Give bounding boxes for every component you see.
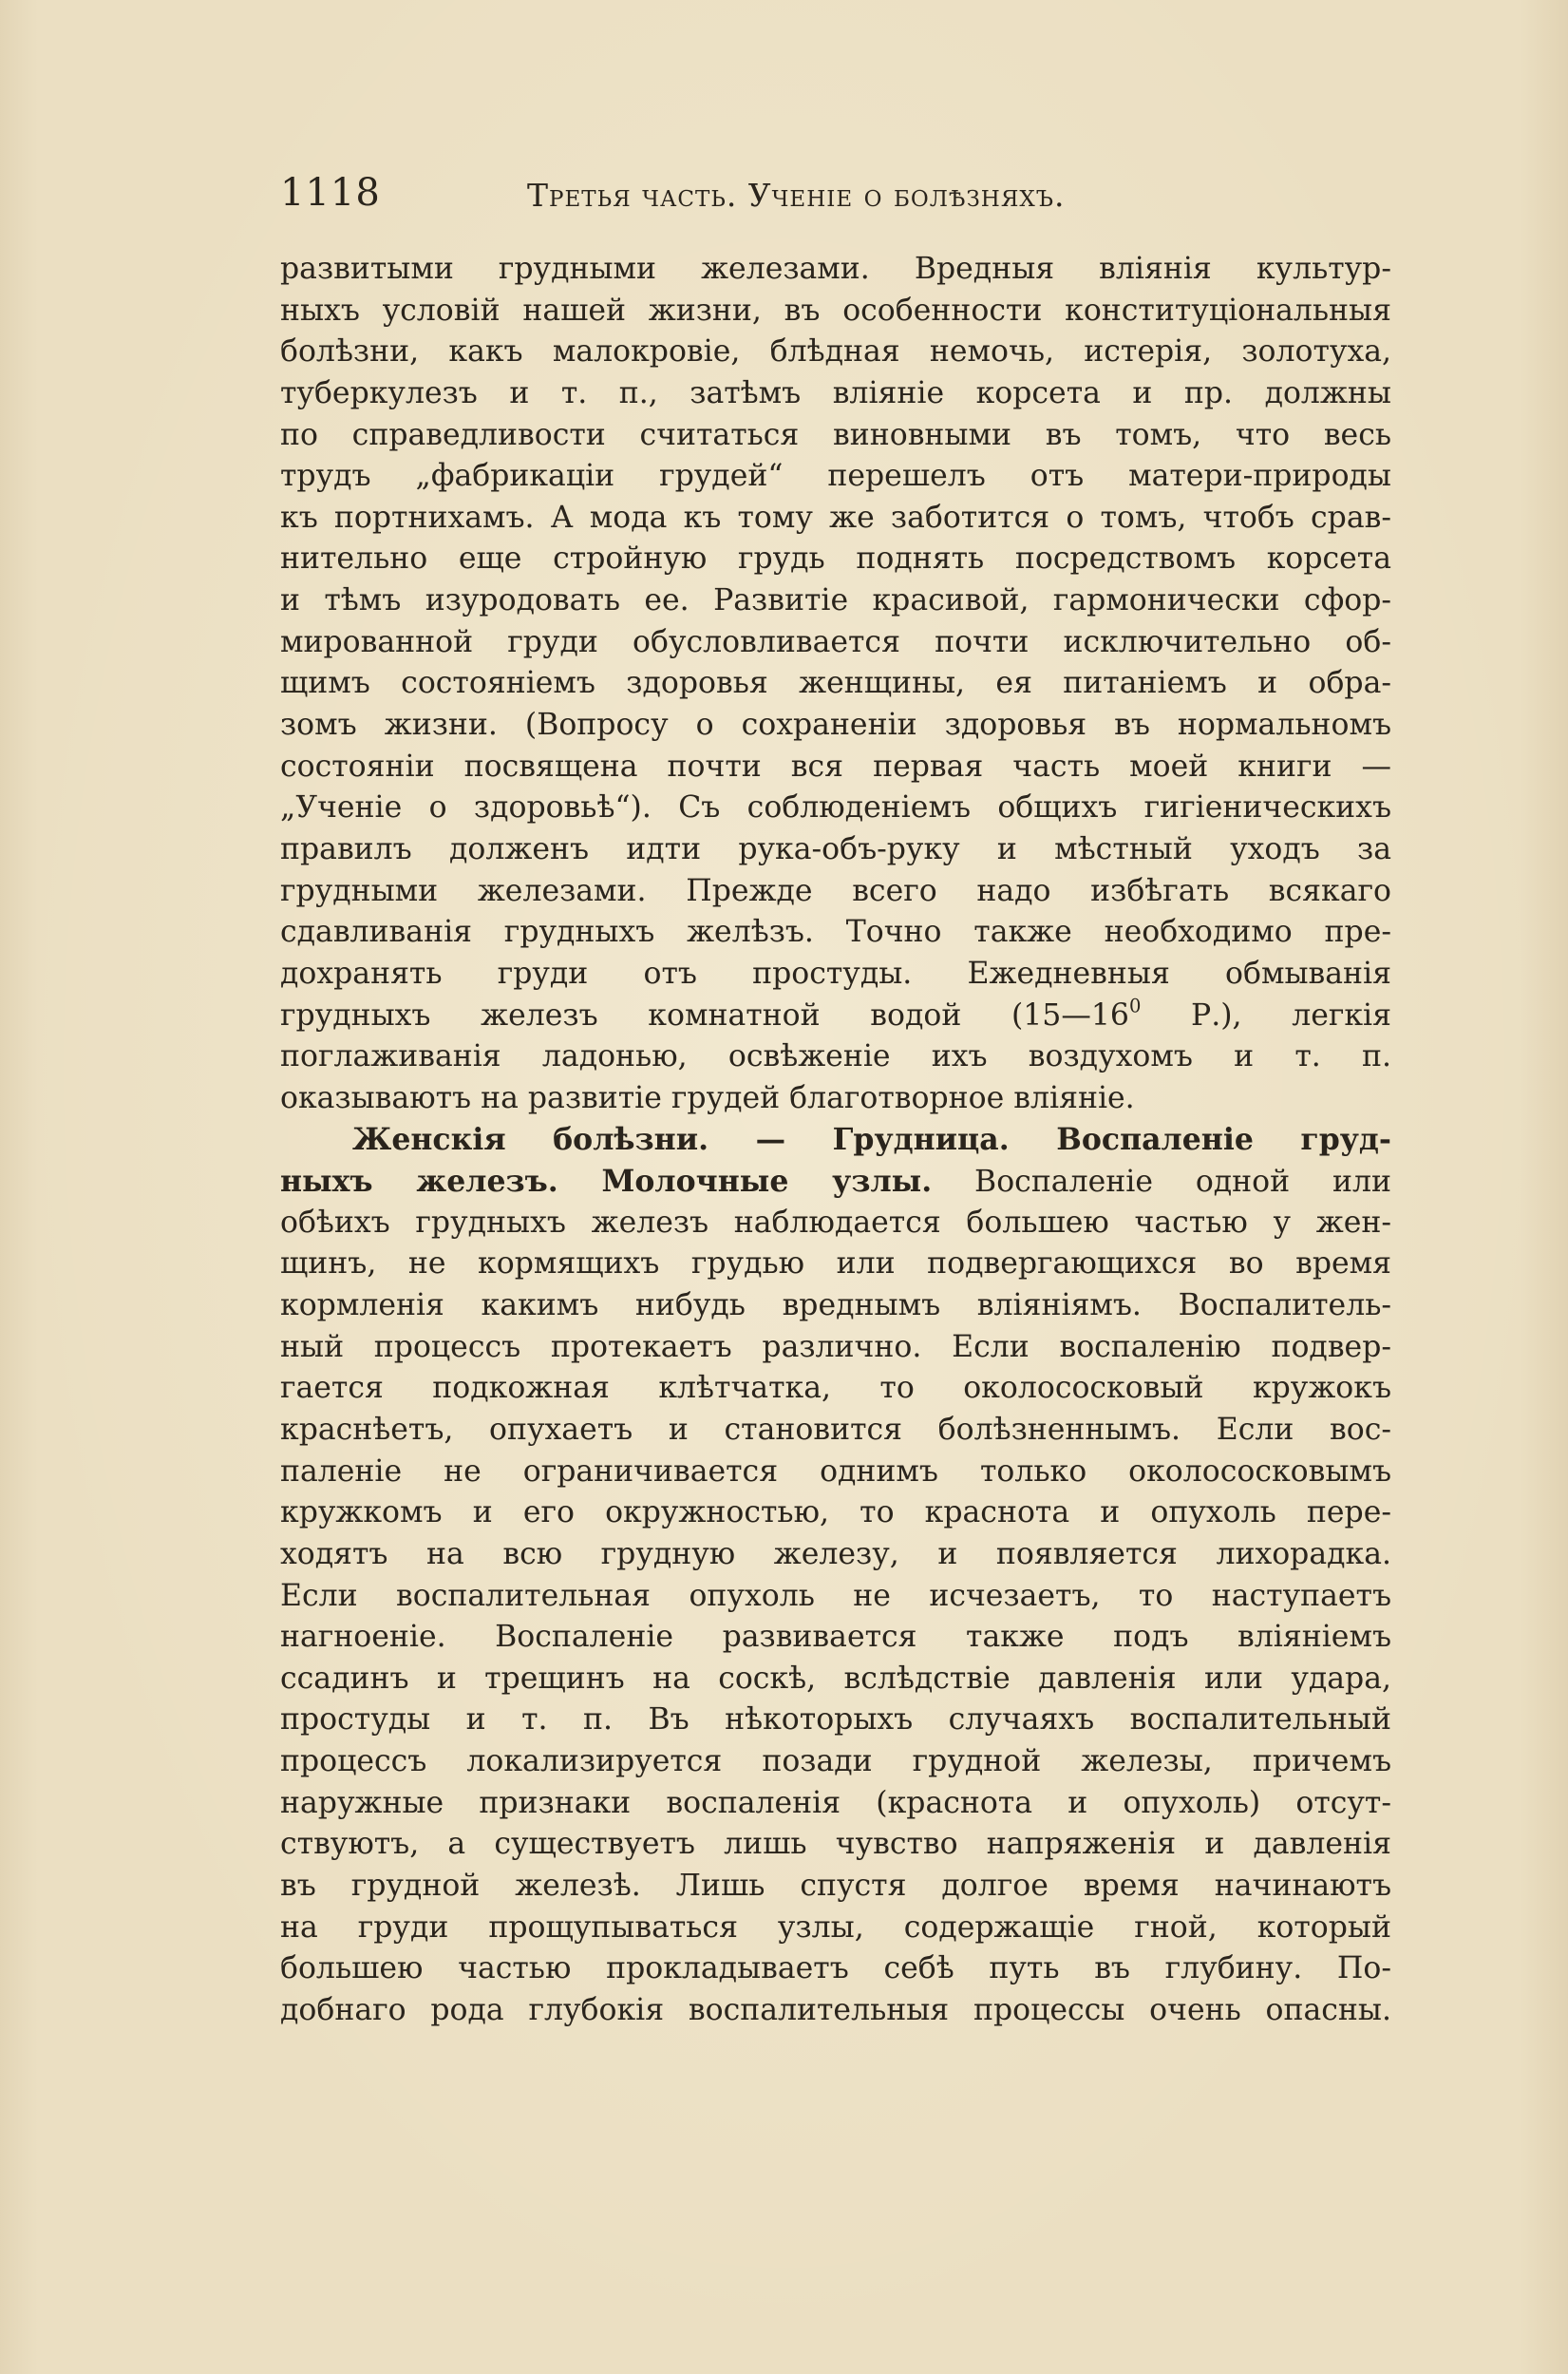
- line-tail: Воспаленіе одной или: [932, 1165, 1391, 1200]
- text-line: ныхъ условій нашей жизни, въ особенности конституціональныя: [280, 293, 1391, 328]
- text-line: и тѣмъ изуродовать ее. Развитіе красивой, гармонически сфор-: [280, 583, 1391, 618]
- text-line: на груди прощупываться узлы, содержащіе гной, который: [280, 1909, 1391, 1945]
- text-line: щимъ состояніемъ здоровья женщины, ея питаніемъ и обра-: [280, 666, 1391, 701]
- text-line: Если воспалительная опухоль не исчезаетъ, то наступаетъ: [280, 1578, 1391, 1613]
- text-line: процессъ локализируется позади грудной железы, причемъ: [280, 1744, 1391, 1779]
- text-line: трудъ „фабрикаціи грудей“ перешелъ отъ матери-природы: [280, 459, 1391, 494]
- text-line: паленіе не ограничивается однимъ только околососковымъ: [280, 1453, 1391, 1489]
- text-line: обѣихъ грудныхъ железъ наблюдается большею частью у жен-: [280, 1205, 1391, 1240]
- text-line: наружные признаки воспаленія (краснота и опухоль) отсут-: [280, 1785, 1391, 1820]
- section-heading-continued: ныхъ железъ. Молочные узлы.: [280, 1164, 933, 1200]
- text-line: по справедливости считаться виновными въ томъ, что весь: [280, 417, 1391, 452]
- text-line: развитыми грудными железами. Вредныя вліянія культур-: [280, 252, 1391, 286]
- text-line: добнаго рода глубокія воспалительныя процессы очень опасны.: [280, 1992, 1391, 2027]
- text-line: правилъ долженъ идти рука-объ-руку и мѣстный уходъ за: [280, 831, 1391, 866]
- line-head: грудныхъ железъ комнатной водой (15—16: [280, 997, 1129, 1033]
- text-line: краснѣетъ, опухаетъ и становится болѣзненнымъ. Если вос-: [280, 1412, 1391, 1447]
- line-tail: Р.), легкія: [1141, 997, 1391, 1033]
- text-line: „Ученіе о здоровьѣ“). Съ соблюденіемъ общихъ гигіеническихъ: [280, 790, 1391, 826]
- text-line: сдавливанія грудныхъ желѣзъ. Точно также необходимо пре-: [280, 915, 1391, 950]
- body-text: [280, 249, 1391, 2032]
- text-line: грудными железами. Прежде всего надо избѣгать всякаго: [280, 873, 1391, 908]
- text-line: зомъ жизни. (Вопросу о сохраненіи здоровья въ нормальномъ: [280, 708, 1391, 743]
- text-line: кружкомъ и его окружностью, то краснота и опухоль пере-: [280, 1495, 1391, 1530]
- text-line: болѣзни, какъ малокровіе, блѣдная немочь, истерія, золотуха,: [280, 334, 1391, 370]
- text-line: въ грудной железѣ. Лишь спустя долгое время начинаютъ: [280, 1868, 1391, 1903]
- text-line: ствуютъ, а существуетъ лишь чувство напряженія и давленія: [280, 1827, 1391, 1862]
- section-heading: Женскія болѣзни. — Грудница. Воспаленіе груд-: [352, 1122, 1391, 1158]
- degree-mark: 0: [1128, 994, 1142, 1016]
- text-line: туберкулезъ и т. п., затѣмъ вліяніе корсета и пр. должны: [280, 375, 1391, 410]
- page-number: 1118: [280, 171, 381, 215]
- text-line: ссадинъ и трещинъ на соскѣ, вслѣдствіе давленія или удара,: [280, 1661, 1391, 1696]
- text-line-with-temperature: [280, 996, 1391, 1037]
- text-line: поглаживанія ладонью, освѣженіе ихъ воздухомъ и т. п.: [280, 1039, 1391, 1074]
- text-line: мированной груди обусловливается почти исключительно об-: [280, 624, 1391, 659]
- text-line: щинъ, не кормящихъ грудью или подвергающихся во время: [280, 1246, 1391, 1282]
- text-line-with-heading: [280, 1161, 1391, 1203]
- text-line: оказываютъ на развитіе грудей благотворное вліяніе.: [280, 1080, 1135, 1115]
- text-line: дохранять груди отъ простуды. Ежедневныя обмыванія: [280, 956, 1391, 991]
- text-line: нагноеніе. Воспаленіе развивается также подъ вліяніемъ: [280, 1620, 1391, 1655]
- text-line: кормленія какимъ нибудь вреднымъ вліяніямъ. Воспалитель-: [280, 1288, 1391, 1323]
- text-line: нительно еще стройную грудь поднять посредствомъ корсета: [280, 541, 1391, 577]
- text-line: состояніи посвящена почти вся первая часть моей книги —: [280, 749, 1391, 784]
- text-line: гается подкожная клѣтчатка, то околососковый кружокъ: [280, 1371, 1391, 1406]
- page-header: [280, 171, 1420, 224]
- text-line: большею частью прокладываетъ себѣ путь въ глубину. По-: [280, 1951, 1391, 1986]
- text-line: ный процессъ протекаетъ различно. Если воспаленію подвер-: [280, 1329, 1391, 1364]
- text-line: къ портнихамъ. А мода къ тому же заботится о томъ, чтобъ срав-: [280, 500, 1391, 535]
- running-title: Третья часть. Ученіе о болѣзняхъ.: [527, 177, 1066, 214]
- text-line: ходятъ на всю грудную железу, и появляется лихорадка.: [280, 1536, 1391, 1571]
- text-line: простуды и т. п. Въ нѣкоторыхъ случаяхъ воспалительный: [280, 1702, 1391, 1738]
